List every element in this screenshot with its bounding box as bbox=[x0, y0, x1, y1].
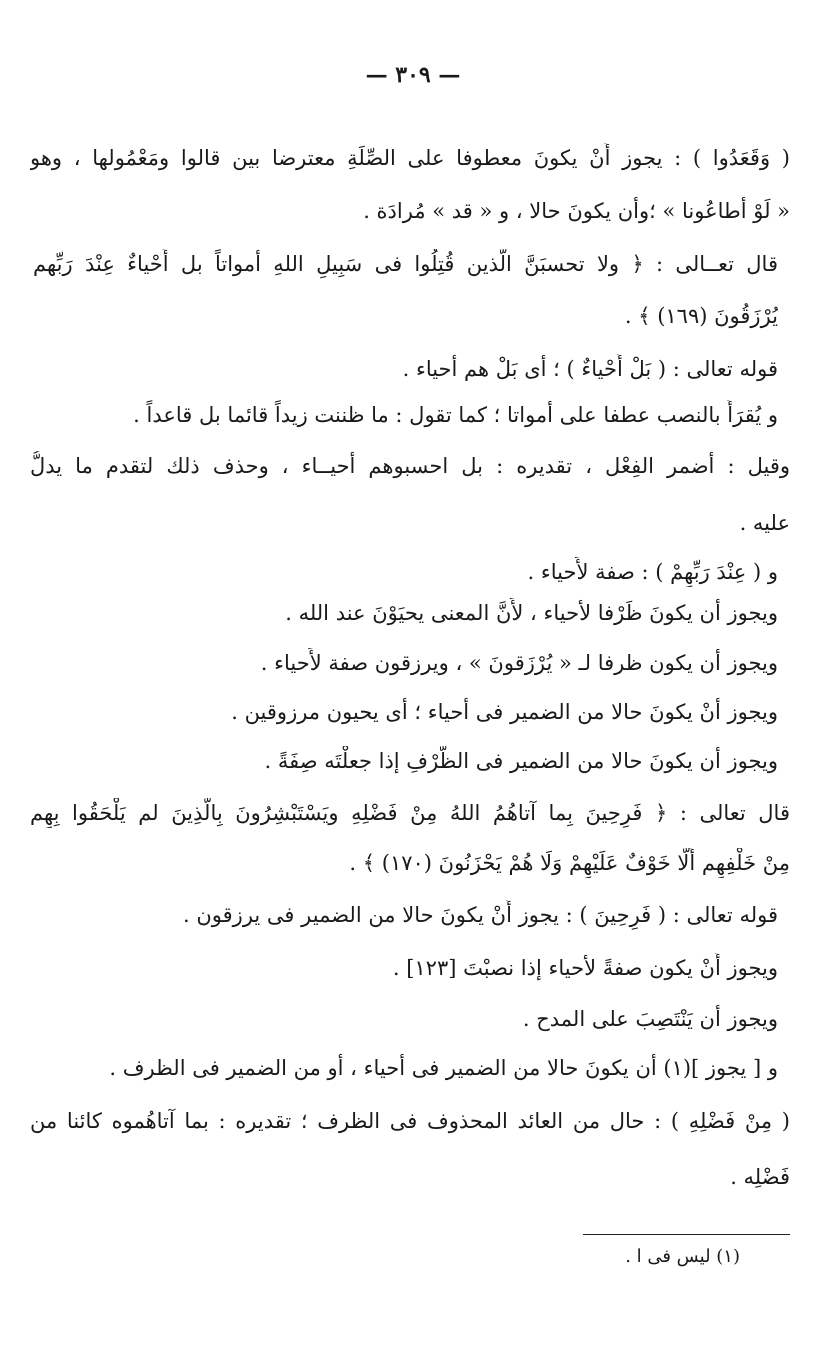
footnote-divider bbox=[583, 1234, 790, 1235]
text-line: « لَوْ أطاعُونا » ؛وأن يكونَ حالا ، و « قد » مُرادَة . bbox=[363, 199, 790, 223]
text-line: عليه . bbox=[739, 511, 790, 535]
text-line: قوله تعالى : ( فَرِحِينَ ) : يجوز أَنْ يكونَ حالا من الضمير فى يرزقون . bbox=[183, 903, 778, 927]
text-line: ويجوز أَنْ يكون صفةً لأحياء إذا نصبْتَ [١٢٣] . bbox=[392, 956, 778, 980]
text-line: قوله تعالى : ( بَلْ أَحْياءٌ ) ؛ أى بَلْ هم أحياء . bbox=[402, 357, 778, 381]
text-line: ويجوز أن يَنْتَصِبَ على المدح . bbox=[522, 1007, 778, 1031]
text-line: ويجوز أن يكونَ ظَرْفا لأحياء ، لأَنَّ المعنى يحيَوْنَ عند الله . bbox=[285, 601, 778, 625]
quran-verse-line: قال تعالى : ﴿ فَرِحِينَ بِما آتاهُمُ اللهُ مِنْ فَضْلِهِ ويَسْتَبْشِرُونَ بِالَّذِينَ لم يَلْحَقُوا بِهِم bbox=[30, 801, 790, 825]
quran-verse-line: يُرْزَقُونَ (١٦٩) ﴾ . bbox=[624, 304, 778, 328]
text-line: وقيل : أضمر الفِعْل ، تقديره : بل احسبوهم أحيــاء ، وحذف ذلك لتقدم ما يدلُّ bbox=[30, 454, 790, 478]
quran-verse-line: مِنْ خَلْفِهِم أَلَّا خَوْفٌ عَلَيْهِمْ وَلَا هُمْ يَحْزَنُونَ (١٧٠) ﴾ . bbox=[349, 851, 790, 875]
page-number: — ٣٠٩ — bbox=[365, 62, 461, 88]
text-line: و ( عِنْدَ رَبِّهِمْ ) : صفة لأَحياء . bbox=[527, 560, 778, 584]
text-line: فَضْلِه . bbox=[730, 1165, 790, 1189]
text-line: و يُقرَأُ بالنصب عطفا على أمواتا ؛ كما تقول : ما ظننت زيداً قائما بل قاعداً . bbox=[133, 403, 778, 427]
text-line: ( وَقَعَدُوا ) : يجوز أَنْ يكونَ معطوفا على الصِّلَةِ معترضا بين قالوا ومَعْمُولها ، وهو bbox=[30, 146, 790, 170]
text-line: ويجوز أنْ يكونَ حالا من الضمير فى أحياء ؛ أى يحيون مرزوقين . bbox=[231, 700, 778, 724]
text-line: و [ يجوز ](١) أن يكونَ حالا من الضمير فى أحياء ، أو من الضمير فى الظرف . bbox=[109, 1056, 778, 1080]
text-line: ويجوز أن يكونَ حالا من الضمير فى الظَّرْفِ إذا جعلْتَه صِفَةً . bbox=[264, 749, 778, 773]
footnote: (١) ليس فى ا . bbox=[625, 1246, 740, 1267]
text-line: ويجوز أن يكون ظرفا لـ « يُرْزَقونَ » ، ويرزقون صفة لأَحياء . bbox=[260, 651, 778, 675]
quran-verse-line: قال تعــالى : ﴿ ولا تحسبَنَّ الَّذين قُتِلُوا فى سَبِيلِ اللهِ أمواتاً بل أَحْياءٌ عِنْدَ رَبِّهم bbox=[33, 252, 778, 276]
text-line: ( مِنْ فَضْلِهِ ) : حال من العائد المحذوف فى الظرف ؛ تقديره : بما آتاهُموه كائنا من bbox=[30, 1109, 790, 1133]
